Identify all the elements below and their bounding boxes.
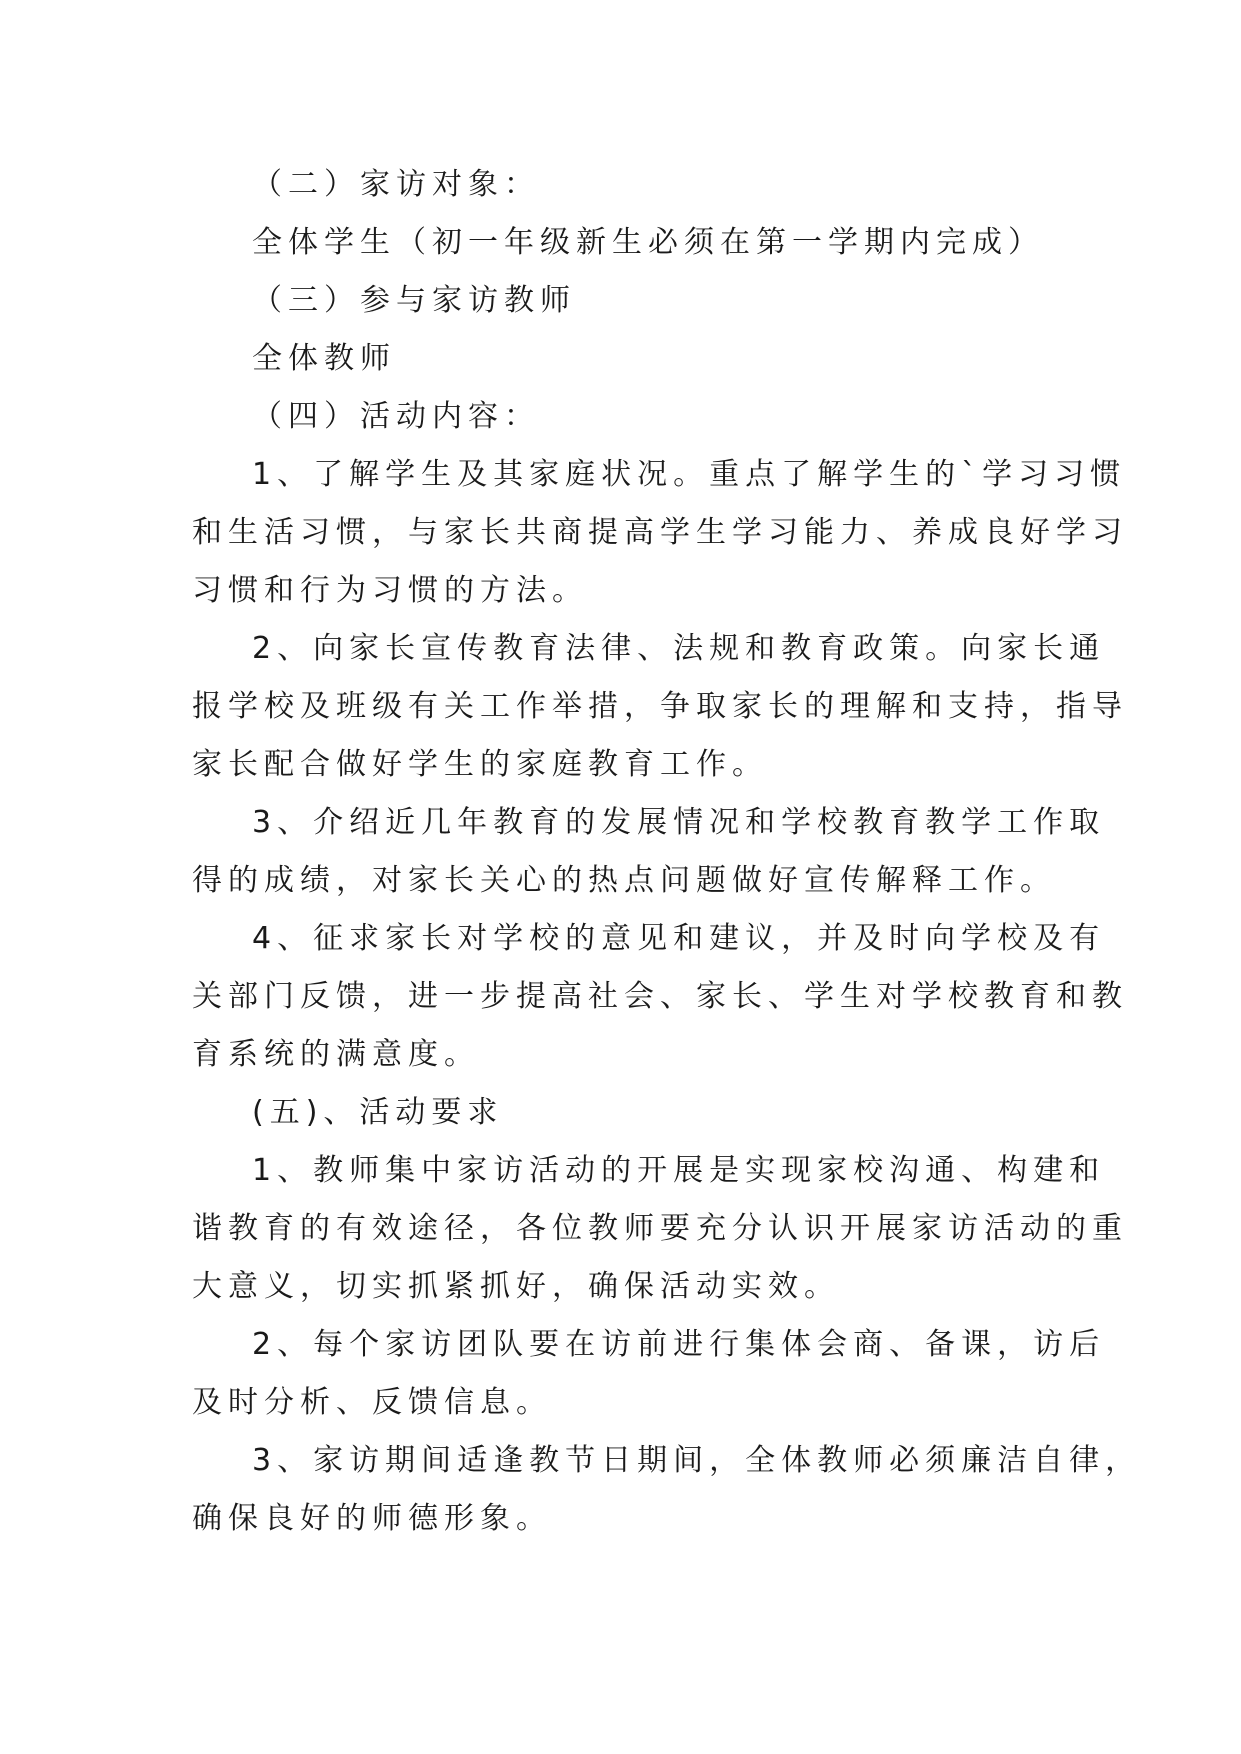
section-heading-activity-requirements: (五)、活动要求 (252, 1095, 504, 1130)
paragraph-line: 得的成绩，对家长关心的热点问题做好宣传解释工作。 (192, 863, 1056, 898)
paragraph-line: 育系统的满意度。 (192, 1037, 480, 1072)
paragraph-line: 报学校及班级有关工作举措，争取家长的理解和支持，指导 (192, 689, 1128, 724)
paragraph-line: 2、向家长宣传教育法律、法规和教育政策。向家长通 (252, 631, 1106, 666)
paragraph-line: 关部门反馈，进一步提高社会、家长、学生对学校教育和教 (192, 979, 1128, 1014)
paragraph-line: 2、每个家访团队要在访前进行集体会商、备课，访后 (252, 1327, 1106, 1362)
paragraph-line: 和生活习惯，与家长共商提高学生学习能力、养成良好学习 (192, 515, 1128, 550)
paragraph-line: 1、了解学生及其家庭状况。重点了解学生的`学习习惯 (252, 457, 1127, 492)
paragraph-line: 大意义，切实抓紧抓好，确保活动实效。 (192, 1269, 840, 1304)
paragraph-line: 及时分析、反馈信息。 (192, 1385, 552, 1420)
paragraph-line: 谐教育的有效途径，各位教师要充分认识开展家访活动的重 (192, 1211, 1128, 1246)
section-heading-activity-content: （四）活动内容： (252, 399, 540, 434)
section-heading-teachers: （三）参与家访教师 (252, 283, 576, 318)
section-heading-visit-targets: （二）家访对象： (252, 167, 540, 202)
paragraph-line: 家长配合做好学生的家庭教育工作。 (192, 747, 768, 782)
paragraph-line: 3、家访期间适逢教节日期间，全体教师必须廉洁自律， (252, 1443, 1142, 1478)
paragraph-line: 全体学生（初一年级新生必须在第一学期内完成） (252, 225, 1044, 260)
paragraph-line: 1、教师集中家访活动的开展是实现家校沟通、构建和 (252, 1153, 1106, 1188)
paragraph-line: 4、征求家长对学校的意见和建议，并及时向学校及有 (252, 921, 1106, 956)
paragraph-line: 习惯和行为习惯的方法。 (192, 573, 588, 608)
paragraph-line: 全体教师 (252, 341, 396, 376)
paragraph-line: 确保良好的师德形象。 (192, 1501, 552, 1536)
paragraph-line: 3、介绍近几年教育的发展情况和学校教育教学工作取 (252, 805, 1106, 840)
